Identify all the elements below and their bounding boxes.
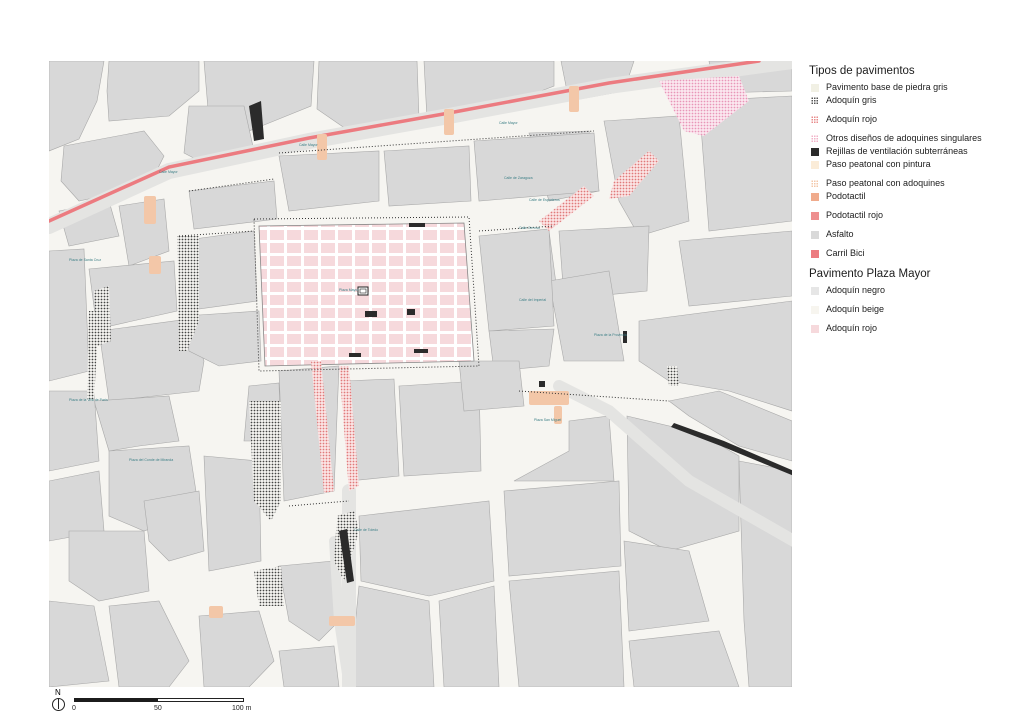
legend-paving-swatch-icon [811,148,819,156]
map-label-plaza-villa-paris: Plaza de la Villa de París [69,398,108,402]
legend-list-paving-types [809,82,1009,259]
map-label-calle-gerona: Calle Gerona [519,226,540,230]
legend-paving-label: Otros diseños de adoquines singulares [826,133,982,143]
legend-plaza-label: Adoquín rojo [826,323,878,333]
legend-paving-label: Rejillas de ventilación subterráneas [826,146,968,156]
scale-segment [74,698,158,702]
map-label-plaza-conde-miranda: Plaza del Conde de Miranda [129,458,174,462]
legend-paving-item [809,114,1009,125]
legend-paving-item [809,133,1009,144]
legend-plaza-item [809,304,1009,315]
map-label-calle-zaragoza: Calle de Zaragoza [504,176,533,180]
legend-paving-swatch-icon [811,97,819,105]
legend-paving-label: Paso peatonal con pintura [826,159,931,169]
legend-plaza-label: Adoquín beige [826,304,885,314]
legend-paving-swatch-icon [811,231,819,239]
map-label-plaza-santa-cruz: Plaza de Santa Cruz [69,258,102,262]
legend-plaza-swatch-icon [811,325,819,333]
legend-paving-label: Podotactil rojo [826,210,884,220]
legend-paving-swatch-icon [811,161,819,169]
north-label: N [55,688,61,697]
legend-plaza-item [809,323,1009,334]
legend [809,64,1009,342]
legend-paving-swatch-icon [811,193,819,201]
legend-paving-item [809,82,1009,93]
legend-plaza-label: Adoquín negro [826,285,886,295]
scale-label-50: 50 [154,705,162,712]
legend-paving-swatch-icon [811,116,819,124]
legend-paving-swatch-icon [811,180,819,188]
scale-bar [52,688,272,718]
legend-paving-swatch-icon [811,84,819,92]
legend-paving-item [809,95,1009,106]
legend-paving-label: Asfalto [826,229,854,239]
building-blocks [49,61,792,687]
site-map [49,61,792,687]
legend-title-plaza-mayor: Pavimento Plaza Mayor [809,268,931,280]
map-label-calle-mayor-3: Calle Mayor [299,143,318,147]
legend-paving-item [809,248,1009,259]
legend-paving-item [809,229,1009,240]
plaza-mayor [259,223,474,366]
legend-plaza-item [809,285,1009,296]
legend-list-plaza-mayor [809,285,1009,334]
legend-paving-label: Podotactil [826,191,866,201]
legend-paving-swatch-icon [811,250,819,258]
scale-label-100: 100 m [232,705,252,712]
legend-paving-label: Carril Bici [826,248,865,258]
map-label-calle-imperial: Calle del Imperial [519,298,547,302]
legend-plaza-swatch-icon [811,287,819,295]
legend-paving-item [809,159,1009,170]
legend-paving-item [809,146,1009,157]
legend-paving-swatch-icon [811,212,819,220]
legend-paving-item [809,191,1009,202]
map-drawing [49,61,792,687]
legend-plaza-swatch-icon [811,306,819,314]
map-label-plaza-san-miguel: Plaza San Miguel [534,418,562,422]
map-label-plaza-mayor: Plaza Mayor [339,288,359,292]
legend-paving-label: Adoquín rojo [826,114,878,124]
legend-paving-item [809,210,1009,221]
legend-paving-item [809,178,1009,189]
map-label-calle-esparteros: Calle de Esparteros [529,198,560,202]
map-label-calle-toledo: Calle de Toledo [354,528,379,532]
legend-paving-label: Adoquín gris [826,95,877,105]
legend-paving-label: Pavimento base de piedra gris [826,82,948,92]
map-label-calle-mayor-2: Calle Mayor [499,121,518,125]
legend-paving-swatch-icon [811,135,819,143]
map-label-calle-mayor-1: Calle Mayor [159,170,178,174]
map-label-plaza-provincia: Plaza de la Provincia [594,333,627,337]
legend-paving-label: Paso peatonal con adoquines [826,178,945,188]
legend-title-paving-types: Tipos de pavimentos [809,65,915,77]
scale-label-0: 0 [72,705,76,712]
